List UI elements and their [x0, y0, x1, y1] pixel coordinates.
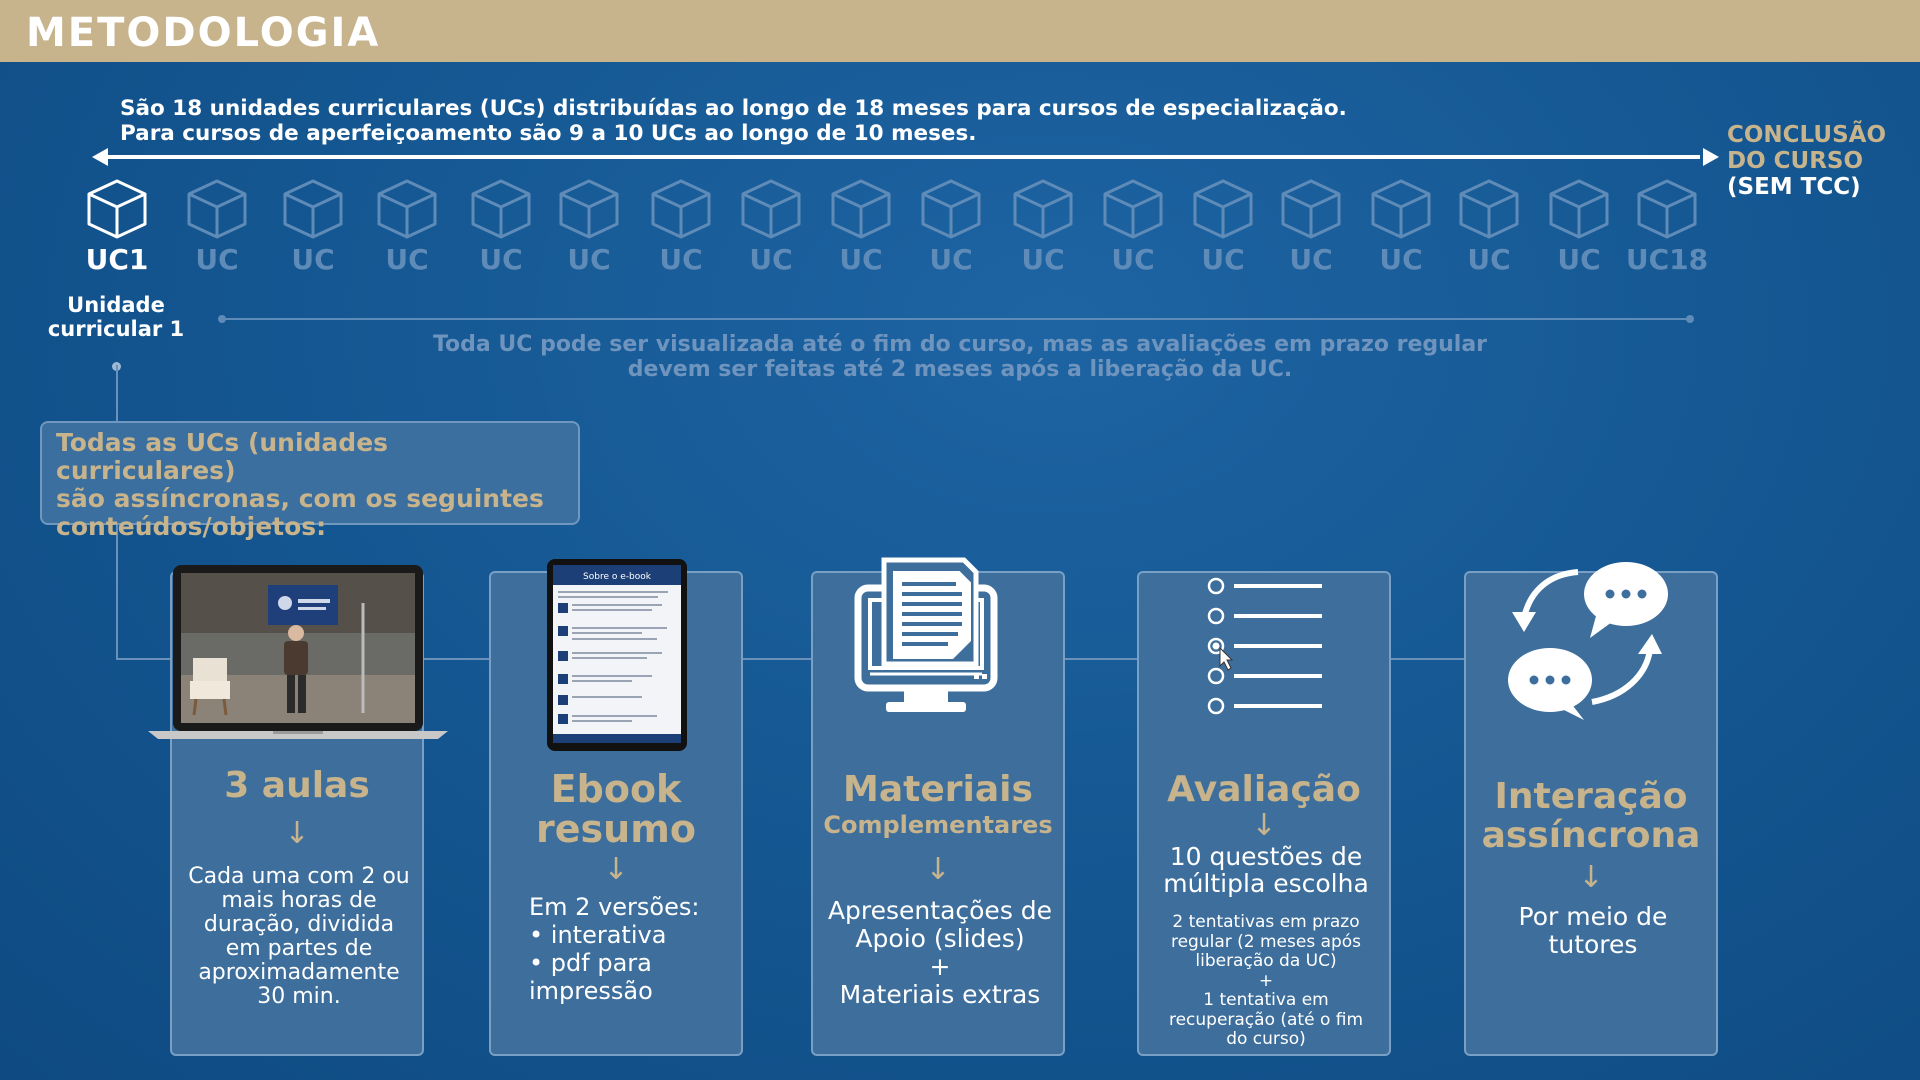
cube-icon: [1369, 178, 1433, 240]
card-materiais-desc: [821, 897, 1059, 1009]
card-materiais-desc-line: +: [929, 952, 951, 981]
uc-label: UC: [749, 243, 793, 276]
card-ebook-title-line-1: Ebook: [550, 767, 682, 811]
uc-label: UC: [1467, 243, 1511, 276]
card-interacao-title: [1466, 777, 1716, 855]
uc-label: UC: [659, 243, 703, 276]
cube-icon: [185, 178, 249, 240]
uc-item: [816, 178, 906, 276]
intro-line-1: São 18 unidades curriculares (UCs) distribuídas ao longo de 18 meses para cursos de especialização.: [120, 96, 1347, 121]
uc-item: [362, 178, 452, 276]
card-materiais-desc-line: Apoio (slides): [855, 924, 1025, 953]
card-aulas-desc-line: mais horas de: [221, 888, 377, 913]
uc-label: UC1: [85, 243, 149, 276]
cube-icon: [85, 178, 149, 240]
timeline-arrow-left-icon: [92, 148, 108, 166]
card-avaliacao-desc-small-line: regular (2 meses após: [1170, 931, 1362, 952]
card-ebook-arrow-icon: ↓: [603, 852, 629, 887]
uc-label: UC: [839, 243, 883, 276]
card-avaliacao-desc-line: 10 questões de: [1169, 842, 1363, 871]
cube-icon: [375, 178, 439, 240]
card-ebook-desc-line: • interativa: [529, 921, 667, 949]
intro-text: [120, 96, 1520, 146]
cube-icon: [557, 178, 621, 240]
card-ebook-title: [491, 769, 741, 849]
async-info-box: [40, 421, 580, 541]
range-end-dot: [1686, 315, 1694, 323]
uc-item: [1534, 178, 1624, 276]
card-avaliacao-desc-small: [1147, 913, 1385, 1050]
card-materiais-desc-line: Apresentações de: [827, 896, 1053, 925]
card-ebook-desc-line: Em 2 versões:: [529, 893, 700, 921]
cube-icon: [281, 178, 345, 240]
card-avaliacao-desc-small-line: +: [1258, 970, 1274, 991]
card-interacao-title-line-1: Interação: [1494, 776, 1688, 817]
cube-icon: [739, 178, 803, 240]
uc1-subtitle: [45, 293, 187, 341]
uc-item: [268, 178, 358, 276]
card-aulas-arrow-icon: ↓: [284, 816, 310, 851]
card-aulas-desc-line: 30 min.: [257, 984, 341, 1009]
cube-icon: [649, 178, 713, 240]
cube-icon: [1101, 178, 1165, 240]
uc-label: UC: [1557, 243, 1601, 276]
uc-label: UC: [479, 243, 523, 276]
card-interacao-arrow-icon: ↓: [1578, 860, 1604, 895]
cube-icon: [1635, 178, 1699, 240]
timeline-line: [100, 155, 1700, 159]
card-ebook-desc-line: impressão: [529, 977, 653, 1005]
uc-label: UC: [385, 243, 429, 276]
multiple-choice-list-icon: [1200, 570, 1328, 720]
async-line-1: Todas as UCs (unidades curriculares): [56, 428, 389, 485]
card-ebook-desc-line: • pdf para: [529, 949, 652, 977]
async-line-2: são assíncronas, com os seguintes: [56, 484, 544, 513]
card-aulas-desc: [180, 865, 418, 1009]
async-line-3: conteúdos/objetos:: [56, 512, 327, 541]
card-avaliacao-desc-small-line: recuperação (até o fim: [1168, 1009, 1364, 1030]
course-conclusion: [1727, 122, 1886, 200]
card-aulas-desc-line: duração, dividida: [203, 912, 395, 937]
card-interacao-desc-line: Por meio de: [1518, 902, 1668, 931]
uc-item: [72, 178, 162, 276]
tablet-ebook-image: [546, 558, 688, 752]
cube-icon: [1011, 178, 1075, 240]
laptop-video-lesson-image: [148, 563, 448, 741]
card-avaliacao-desc-main: [1147, 843, 1385, 897]
uc-label: UC: [1021, 243, 1065, 276]
uc-item: [1444, 178, 1534, 276]
card-materiais-title: Materiais: [843, 769, 1033, 810]
cube-icon: [829, 178, 893, 240]
card-ebook-title-line-2: resumo: [536, 807, 696, 851]
visibility-note-line-2: devem ser feitas até 2 meses após a liberação da UC.: [627, 357, 1293, 382]
uc1-subtitle-line-1: Unidade: [67, 293, 165, 317]
uc-item: [1178, 178, 1268, 276]
cube-icon: [919, 178, 983, 240]
uc1-subtitle-line-2: curricular 1: [47, 317, 185, 341]
uc-item: [1088, 178, 1178, 276]
uc-item: [1622, 178, 1712, 276]
timeline-arrow-right-icon: [1703, 148, 1719, 166]
card-avaliacao-desc-small-line: 2 tentativas em prazo: [1172, 912, 1360, 932]
uc-label: UC: [1289, 243, 1333, 276]
card-interacao-title-line-2: assíncrona: [1481, 815, 1701, 856]
uc-label: UC: [195, 243, 239, 276]
uc-label: UC18: [1625, 243, 1709, 276]
uc-label: UC: [1379, 243, 1423, 276]
card-avaliacao-title: Avaliação: [1167, 769, 1361, 810]
card-interacao-desc-line: tutores: [1548, 930, 1638, 959]
uc-label: UC: [1201, 243, 1245, 276]
monitor-document-icon: [852, 556, 1024, 720]
cube-icon: [469, 178, 533, 240]
uc-label: UC: [567, 243, 611, 276]
visibility-note: [400, 332, 1520, 382]
uc-label: UC: [1111, 243, 1155, 276]
intro-line-2: Para cursos de aperfeiçoamento são 9 a 10 UCs ao longo de 10 meses.: [120, 121, 977, 146]
card-materiais-desc-line: Materiais extras: [839, 980, 1041, 1009]
uc-item: [906, 178, 996, 276]
card-interacao-desc: [1474, 903, 1712, 959]
card-avaliacao-desc-small-line: liberação da UC): [1195, 951, 1337, 971]
visibility-note-line-1: Toda UC pode ser visualizada até o fim do curso, mas as avaliações em prazo regular: [432, 332, 1488, 357]
cube-icon: [1279, 178, 1343, 240]
uc-item: [1356, 178, 1446, 276]
visibility-range-line: [222, 318, 1690, 320]
page-title: METODOLOGIA: [26, 10, 381, 56]
card-avaliacao-arrow-icon: ↓: [1251, 808, 1277, 843]
card-avaliacao-desc-small-line: do curso): [1226, 1029, 1306, 1049]
uc-item: [1266, 178, 1356, 276]
cube-icon: [1191, 178, 1255, 240]
conclusion-line-3: (SEM TCC): [1727, 174, 1861, 200]
card-materiais-subtitle: Complementares: [823, 811, 1053, 839]
conclusion-line-2: DO CURSO: [1727, 148, 1864, 174]
uc-label: UC: [291, 243, 335, 276]
card-avaliacao-desc-small-line: 1 tentativa em: [1203, 990, 1329, 1010]
uc-label: UC: [929, 243, 973, 276]
chat-bubbles-icon: [1500, 556, 1676, 724]
uc-item: [998, 178, 1088, 276]
card-aulas-desc-line: em partes de: [225, 936, 373, 961]
uc-item: [726, 178, 816, 276]
cube-icon: [1457, 178, 1521, 240]
card-aulas-desc-line: Cada uma com 2 ou: [188, 864, 410, 889]
uc-item: [172, 178, 262, 276]
card-aulas-desc-line: aproximadamente: [198, 960, 400, 985]
header-bar: [0, 0, 1920, 62]
card-ebook-desc: [529, 893, 729, 1005]
card-aulas-title: 3 aulas: [224, 765, 370, 806]
uc-item: [544, 178, 634, 276]
uc-item: [636, 178, 726, 276]
uc-item: [456, 178, 546, 276]
card-materiais-arrow-icon: ↓: [925, 852, 951, 887]
conclusion-line-1: CONCLUSÃO: [1727, 122, 1886, 148]
card-avaliacao-desc-line: múltipla escolha: [1163, 869, 1369, 898]
tablet-title: Sobre o e-book: [583, 572, 651, 582]
cube-icon: [1547, 178, 1611, 240]
